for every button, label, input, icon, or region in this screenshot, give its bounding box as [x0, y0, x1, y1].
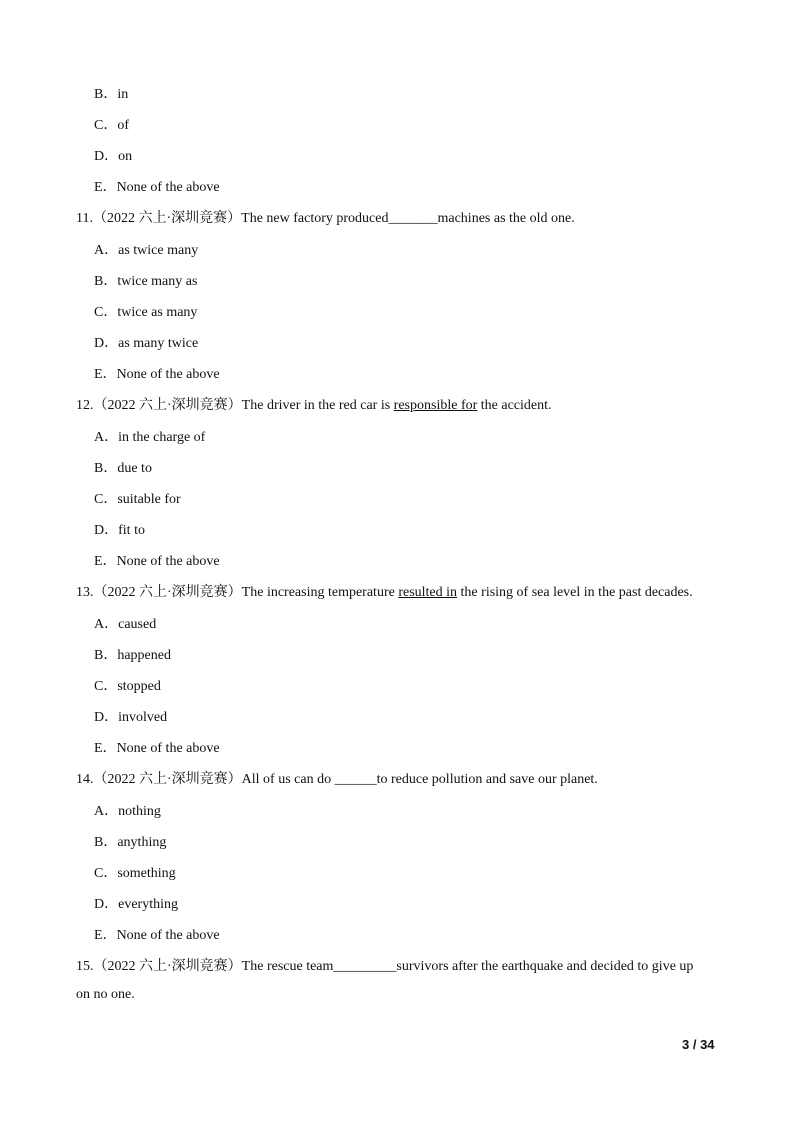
- underlined-phrase: resulted in: [398, 585, 458, 600]
- option-q11-b: B．twice many as: [94, 274, 198, 289]
- question-15: 15.（2022 六上·深圳竞赛）The rescue team_________survivors after the earthquake and decided to give up: [76, 959, 694, 974]
- option-q13-d: D．involved: [94, 710, 168, 725]
- underlined-phrase: responsible for: [393, 398, 478, 413]
- question-source: （2022 六上·深圳竞赛）: [92, 211, 242, 226]
- option-q11-c: C．twice as many: [94, 305, 198, 320]
- option-q13-a: A．caused: [94, 617, 157, 632]
- question-13: 13.（2022 六上·深圳竞赛）The increasing temperature resulted in the rising of sea level in the past decades.: [76, 585, 693, 600]
- option-q14-b: B．anything: [94, 835, 167, 850]
- question-source: （2022 六上·深圳竞赛）: [93, 772, 242, 787]
- question-14: 14.（2022 六上·深圳竞赛）All of us can do ______to reduce pollution and save our planet.: [76, 772, 598, 787]
- option-q12-e: E．None of the above: [94, 554, 220, 569]
- option-q13-e: E．None of the above: [94, 741, 220, 756]
- option-q14-a: A．nothing: [94, 804, 161, 819]
- option-q11-e: E．None of the above: [94, 367, 220, 382]
- question-11: 11.（2022 六上·深圳竞赛）The new factory produced_______machines as the old one.: [76, 211, 575, 226]
- question-number: 12.: [76, 398, 94, 413]
- option-q10-d: D．on: [94, 149, 133, 164]
- answer-blank: ______: [334, 772, 377, 787]
- option-q14-d: D．everything: [94, 897, 178, 912]
- question-number: 13.: [76, 585, 94, 600]
- option-q14-e: E．None of the above: [94, 928, 220, 943]
- question-source: （2022 六上·深圳竞赛）: [93, 585, 242, 600]
- option-q11-d: D．as many twice: [94, 336, 199, 351]
- option-q13-c: C．stopped: [94, 679, 161, 694]
- option-q10-e: E．None of the above: [94, 180, 220, 195]
- option-q12-a: A．in the charge of: [94, 430, 206, 445]
- option-q14-c: C．something: [94, 866, 176, 881]
- question-source: （2022 六上·深圳竞赛）: [93, 959, 242, 974]
- option-q10-b: B．in: [94, 87, 129, 102]
- answer-blank: _______: [388, 211, 438, 226]
- option-q12-c: C．suitable for: [94, 492, 181, 507]
- question-12: 12.（2022 六上·深圳竞赛）The driver in the red car is responsible for the accident.: [76, 398, 552, 413]
- option-q13-b: B．happened: [94, 648, 171, 663]
- option-q12-d: D．fit to: [94, 523, 145, 538]
- option-q11-a: A．as twice many: [94, 243, 199, 258]
- question-15-continuation: on no one.: [76, 987, 135, 1002]
- answer-blank: _________: [333, 959, 397, 974]
- question-number: 11.: [76, 211, 93, 226]
- option-q12-b: B．due to: [94, 461, 152, 476]
- page-number: 3 / 34: [682, 1037, 715, 1052]
- question-number: 14.: [76, 772, 94, 787]
- question-number: 15.: [76, 959, 94, 974]
- question-source: （2022 六上·深圳竞赛）: [93, 398, 242, 413]
- option-q10-c: C．of: [94, 118, 130, 133]
